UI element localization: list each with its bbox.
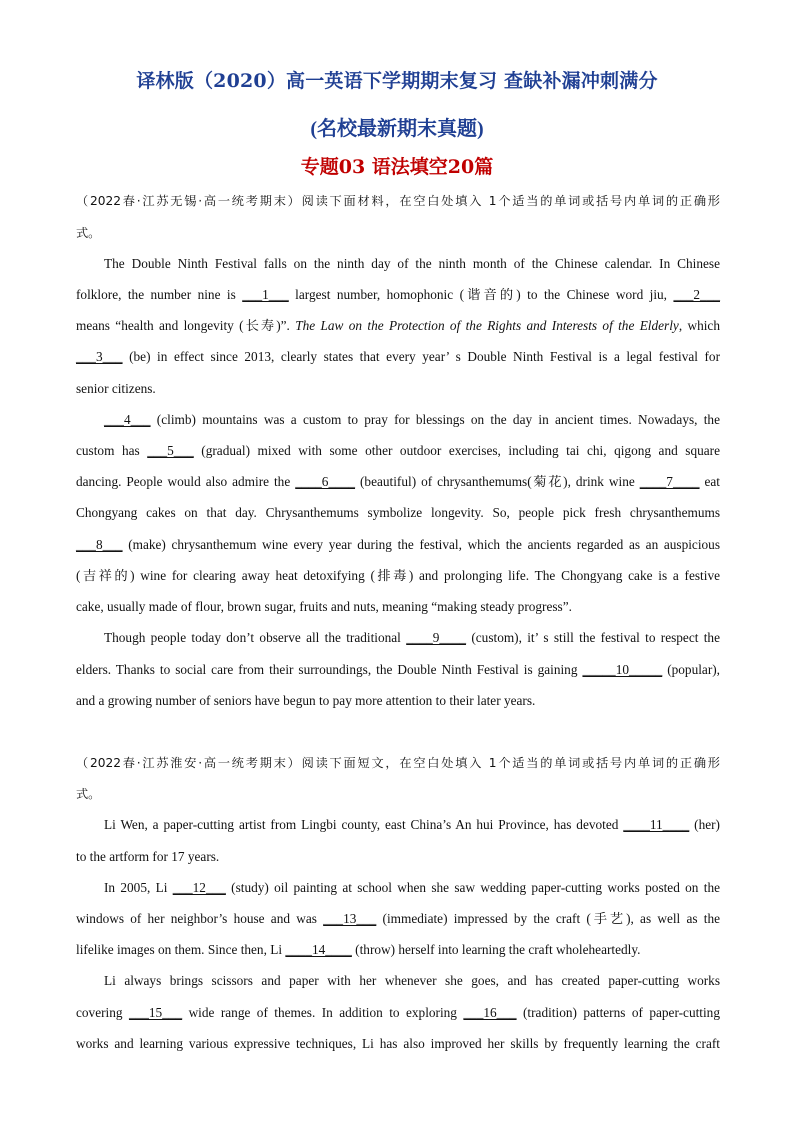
blank-1: ___1___ <box>242 287 289 302</box>
passage2-line: covering ___15___ wide range of themes. In addition to exploring ___16___ (tradition) patterns of paper-cutting <box>76 1005 720 1020</box>
passage1-line: folklore, the number nine is ___1___ largest number, homophonic (谐音的) to the Chinese word jiu, ___2___ <box>76 287 720 302</box>
passage1-line: cake, usually made of flour, brown sugar, fruits and nuts, meaning “making steady progress”. <box>76 599 572 614</box>
passage1-line: The Double Ninth Festival falls on the ninth day of the ninth month of the Chinese calendar. In Chinese <box>104 256 720 271</box>
document-title: 译林版（2020）高一英语下学期期末复习 查缺补漏冲刺满分 <box>136 70 658 92</box>
passage1-source-end: 式。 <box>76 226 101 240</box>
topic-heading: 专题03 语法填空20篇 <box>300 156 494 178</box>
blank-7: ____7____ <box>639 474 700 489</box>
blank-10: _____10_____ <box>582 662 663 677</box>
document-subtitle: (名校最新期末真题) <box>310 118 484 140</box>
passage1-line: ___4___ (climb) mountains was a custom to pray for blessings on the day in ancient times. Nowadays, the <box>104 412 720 427</box>
passage1-line: ___8___ (make) chrysanthemum wine every year during the festival, which the ancients regarded as an auspicious <box>76 537 720 552</box>
passage2-line: windows of her neighbor’s house and was ___13___ (immediate) impressed by the craft (手艺), as well as the <box>76 911 720 926</box>
blank-9: ____9____ <box>406 630 467 645</box>
blank-14: ____14____ <box>285 942 352 957</box>
blank-12: ___12___ <box>172 880 226 895</box>
passage2-source-end: 式。 <box>76 787 101 801</box>
blank-8: ___8___ <box>76 537 123 552</box>
passage1-source: （2022春·江苏无锡·高一统考期末）阅读下面材料，在空白处填入 1个适当的单词或括号内单词的正确形 <box>76 194 720 208</box>
passage2-source: （2022春·江苏淮安·高一统考期末）阅读下面短文，在空白处填入 1个适当的单词或括号内单词的正确形 <box>76 756 720 770</box>
passage2-line: works and learning various expressive techniques, Li has also improved her skills by frequently learning the craft <box>76 1036 720 1051</box>
blank-16: ___16___ <box>463 1005 517 1020</box>
blank-6: ____6____ <box>295 474 356 489</box>
blank-5: ___5___ <box>147 443 194 458</box>
passage2-line: lifelike images on them. Since then, Li ____14____ (throw) herself into learning the craft wholeheartedly. <box>76 942 641 957</box>
passage1-line: Chongyang cakes on that day. Chrysanthemums symbolize longevity. So, people pick fresh chrysanthemums <box>76 505 720 520</box>
passage1-line: elders. Thanks to social care from their surroundings, the Double Ninth Festival is gaining _____10_____ (popular), <box>76 662 720 677</box>
passage1-line: and a growing number of seniors have begun to pay more attention to their later years. <box>76 693 536 708</box>
passage2-line: Li Wen, a paper-cutting artist from Lingbi county, east China’s An hui Province, has devoted ____11____ (her) <box>104 817 720 832</box>
passage2-line: to the artform for 17 years. <box>76 849 220 864</box>
law-title: The Law on the Protection of the Rights and Interests of the Elderly <box>295 318 679 333</box>
passage1-line: senior citizens. <box>76 381 156 396</box>
passage1-line: dancing. People would also admire the ____6____ (beautiful) of chrysanthemums(菊花), drink wine ____7____ eat <box>76 474 721 489</box>
passage1-line: Though people today don’t observe all the traditional ____9____ (custom), it’ s still the festival to respect the <box>104 630 720 645</box>
passage2-line: Li always brings scissors and paper with her whenever she goes, and has created paper-cutting works <box>104 973 720 988</box>
passage2-line: In 2005, Li ___12___ (study) oil painting at school when she saw wedding paper-cutting works posted on the <box>104 880 720 895</box>
blank-2: ___2___ <box>673 287 720 302</box>
blank-3: ___3___ <box>76 349 123 364</box>
passage1-line: custom has ___5___ (gradual) mixed with some other outdoor exercises, including tai chi, qigong and square <box>76 443 720 458</box>
blank-11: ____11____ <box>623 817 690 832</box>
blank-15: ___15___ <box>128 1005 183 1020</box>
passage1-line: (吉祥的) wine for clearing away heat detoxifying (排毒) and prolonging life. The Chongyang cake is a festive <box>76 568 720 583</box>
passage1-line: means “health and longevity (长寿)”. The Law on the Protection of the Rights and Interests of the Elderly, which <box>76 318 720 333</box>
blank-4: ___4___ <box>104 412 151 427</box>
passage1-line: ___3___ (be) in effect since 2013, clearly states that every year’ s Double Ninth Festival is a legal festival for <box>76 349 720 364</box>
blank-13: ___13___ <box>323 911 377 926</box>
